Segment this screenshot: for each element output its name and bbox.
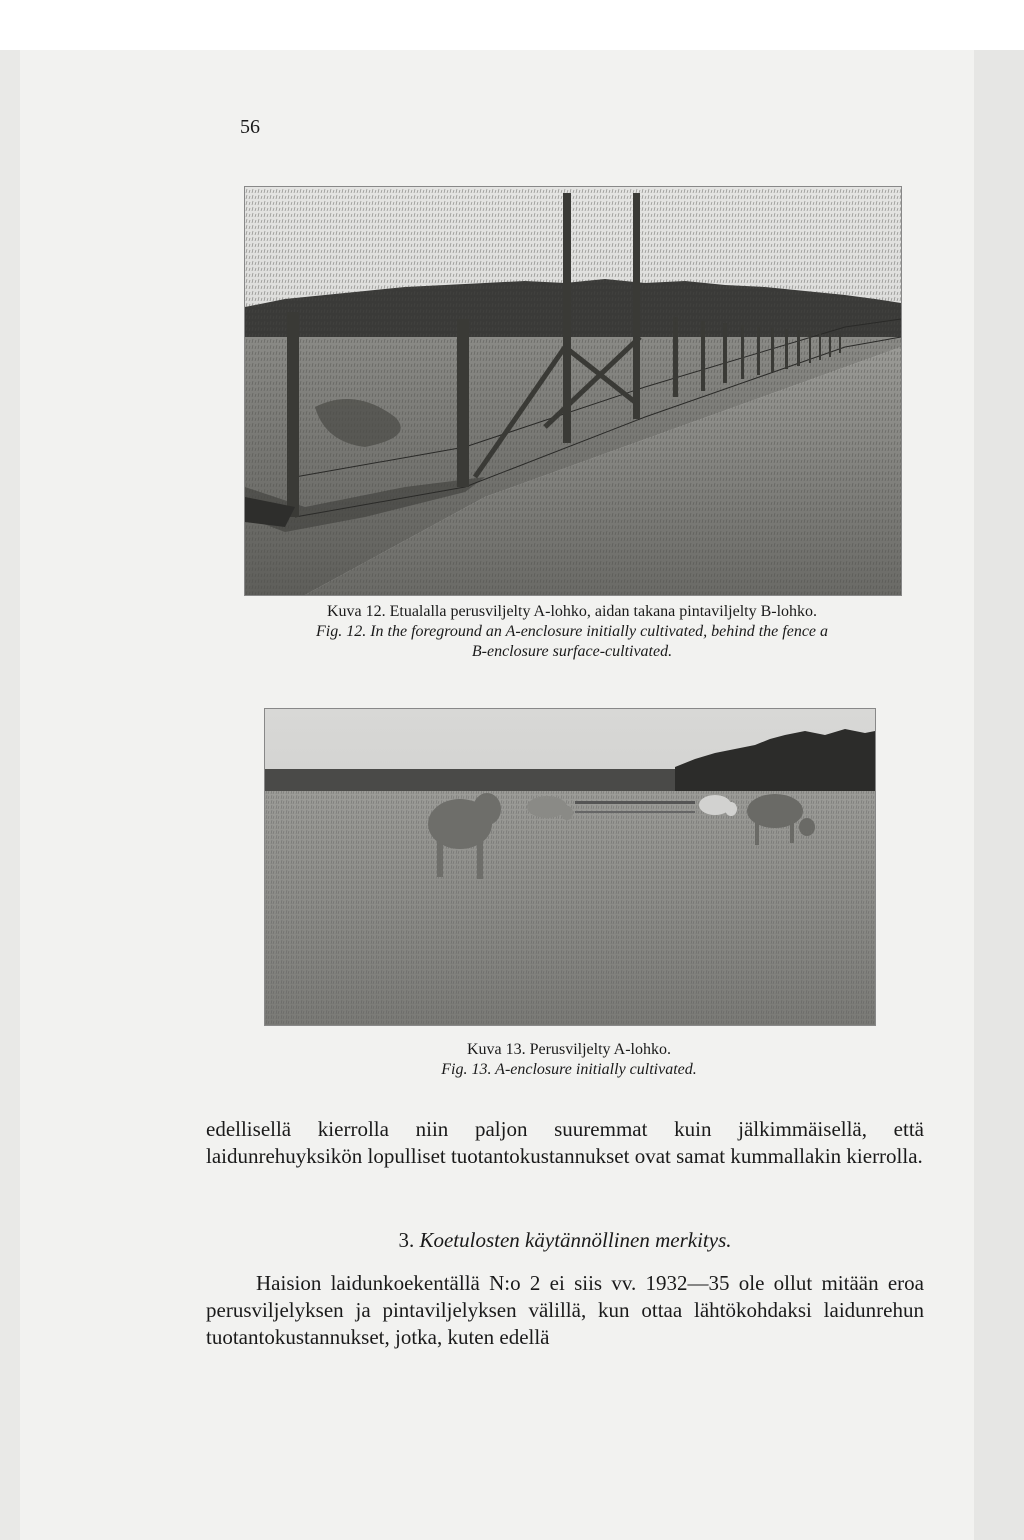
scan-margin-right [974, 50, 1024, 1540]
figure-12-caption-en-line1: Fig. 12. In the foreground an A-enclosure initially cultivated, behind the fence a [315, 623, 829, 640]
figure-12-photo [244, 186, 902, 596]
figure-12-caption [244, 602, 900, 662]
page-number: 56 [240, 116, 260, 138]
figure-13-caption [264, 1040, 874, 1080]
section-number: 3. [398, 1228, 415, 1252]
figure-13-photo [264, 708, 876, 1026]
scan-margin-top [0, 0, 1024, 50]
figure-13-caption-en: Fig. 13. A-enclosure initially cultivated. [441, 1061, 697, 1078]
paragraph-2: Haision laidunkoekentällä N:o 2 ei siis vv. 1932—35 ole ollut mitään eroa perusviljelyksen ja pintaviljelyksen välillä, kun ottaa lähtökohdaksi laidunrehun tuotantokustannukset, jotka, kuten edellä [206, 1271, 924, 1349]
figure-12-caption-en-line2: B-enclosure surface-cultivated. [471, 643, 673, 660]
paragraph-1: edellisellä kierrolla niin paljon suuremmat kuin jälkimmäisellä, että laidunrehuyksikön lopulliset tuotantokustannukset ovat samat kummallakin kierrolla. [206, 1117, 924, 1168]
section-title: Koetulosten käytännöllinen merkitys. [419, 1228, 732, 1252]
figure-13-caption-fi: Kuva 13. Perusviljelty A-lohko. [467, 1041, 671, 1058]
section-heading [206, 1228, 924, 1253]
figure-12-caption-fi: Kuva 12. Etualalla perusviljelty A-lohko, aidan takana pintaviljelty B-lohko. [326, 603, 818, 620]
scan-margin-left [0, 50, 20, 1540]
